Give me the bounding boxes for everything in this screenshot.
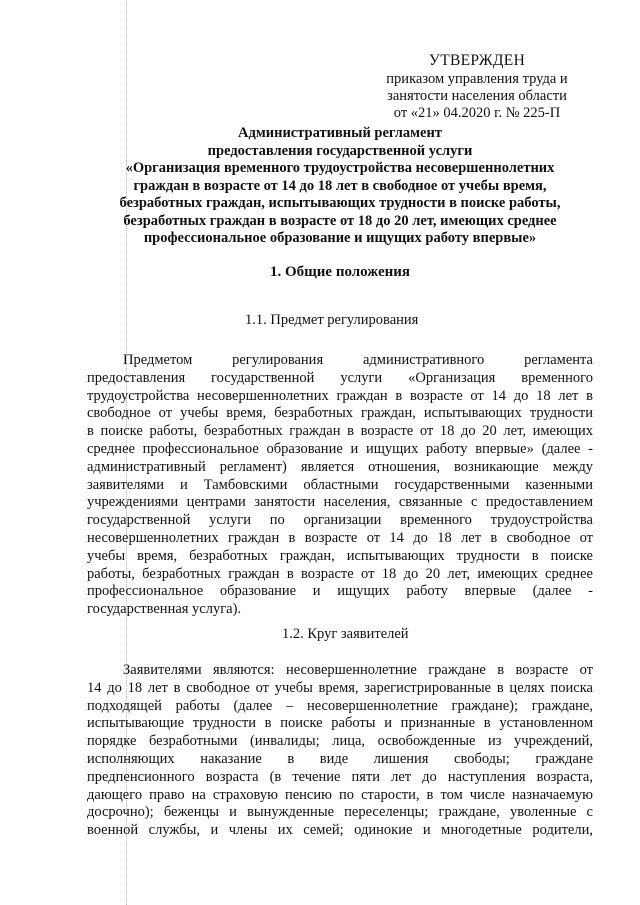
paragraph-line: испытывающие трудности в поиске работы и признанные в установленном	[87, 715, 593, 732]
approval-line: приказом управления труда и	[386, 71, 568, 87]
title-line: безработных граждан в возрасте от 18 до 20 лет, имеющих среднее	[123, 212, 557, 229]
paragraph-line: досрочно); беженцы и вынужденные переселенцы; граждане, уволенные с	[87, 804, 593, 821]
paragraph-line: Предметом регулирования административного регламента	[123, 352, 593, 368]
document-title	[80, 125, 600, 248]
paragraph-line: учебы время, безработных граждан, испытывающих трудности в поиске	[87, 547, 593, 564]
paragraph-line: среднее профессиональное образование и ищущих работу впервые» (далее -	[87, 440, 593, 457]
paragraph-line: 14 до 18 лет в свободное от учебы время, зарегистрированные в целях поиска	[87, 679, 593, 696]
subsection-heading: 1.1. Предмет регулирования	[245, 312, 419, 328]
paragraph-line: учреждениями центрами занятости населения, связанные с предоставлением	[87, 494, 593, 511]
paragraph-subject	[87, 352, 593, 619]
paragraph-line: военной службы, и члены их семей; одинокие и многодетные родители,	[87, 822, 593, 839]
paragraph-line: несовершеннолетних граждан в возрасте от 14 до 18 лет в свободное от	[87, 529, 593, 546]
paragraph-line: Заявителями являются: несовершеннолетние граждане в возрасте от	[123, 662, 593, 678]
paragraph-line: порядке безработными (инвалиды; лица, освобожденные из учреждений,	[87, 733, 593, 750]
title-line: безработных граждан, испытывающих трудности в поиске работы,	[119, 195, 561, 211]
paragraph-line: подходящей работы (далее – несовершеннолетние граждане); граждане,	[87, 697, 593, 714]
title-line: «Организация временного трудоустройства несовершеннолетних	[125, 160, 555, 176]
subsection-heading: 1.2. Круг заявителей	[282, 626, 409, 642]
title-line: Административный регламент	[238, 125, 442, 141]
paragraph-line: государственная услуга).	[87, 601, 242, 618]
paragraph-line: государственной услуги по организации временного трудоустройства	[87, 512, 593, 529]
paragraph-line: трудоустройства несовершеннолетних граждан в возрасте от 14 до 18 лет в	[87, 387, 593, 404]
section-heading: 1. Общие положения	[269, 264, 411, 280]
paragraph-line: работы, безработных граждан в возрасте от 18 до 20 лет, имеющих среднее	[87, 565, 593, 582]
paragraph-line: профессиональное образование и ищущих работу впервые (далее -	[87, 583, 593, 600]
paragraph-line: дающего право на страховую пенсию по старости, в том числе назначаемую	[87, 786, 593, 803]
paragraph-line: исполняющих наказание в виде лишения свободы; граждане	[87, 750, 593, 767]
approval-line: УТВЕРЖДЕН	[428, 52, 526, 69]
paragraph-line: предпенсионного возраста (в течение пяти лет до наступления возраста,	[87, 768, 593, 785]
title-line: предоставления государственной услуги	[207, 142, 473, 159]
paragraph-line: предоставления государственной услуги «Организация временного	[87, 369, 593, 386]
paragraph-line: свободное от учебы время, безработных граждан, испытывающих трудности	[87, 405, 593, 422]
title-line: граждан в возрасте от 14 до 18 лет в свободное от учебы время,	[133, 177, 547, 194]
title-line: профессиональное образование и ищущих работу впервые»	[143, 230, 537, 246]
approval-line: занятости населения области	[387, 88, 567, 104]
approval-line: от «21» 04.2020 г. № 225-П	[393, 105, 561, 121]
paragraph-applicants	[87, 662, 593, 840]
paragraph-line: административный регламент) является отношения, возникающие между	[87, 458, 593, 475]
approval-stamp-block	[362, 52, 592, 122]
paragraph-line: заявителями и Тамбовскими областными государственными казенными	[87, 476, 593, 493]
paragraph-line: в поиске работы, безработных граждан в возрасте от 18 до 20 лет, имеющих	[87, 423, 593, 440]
